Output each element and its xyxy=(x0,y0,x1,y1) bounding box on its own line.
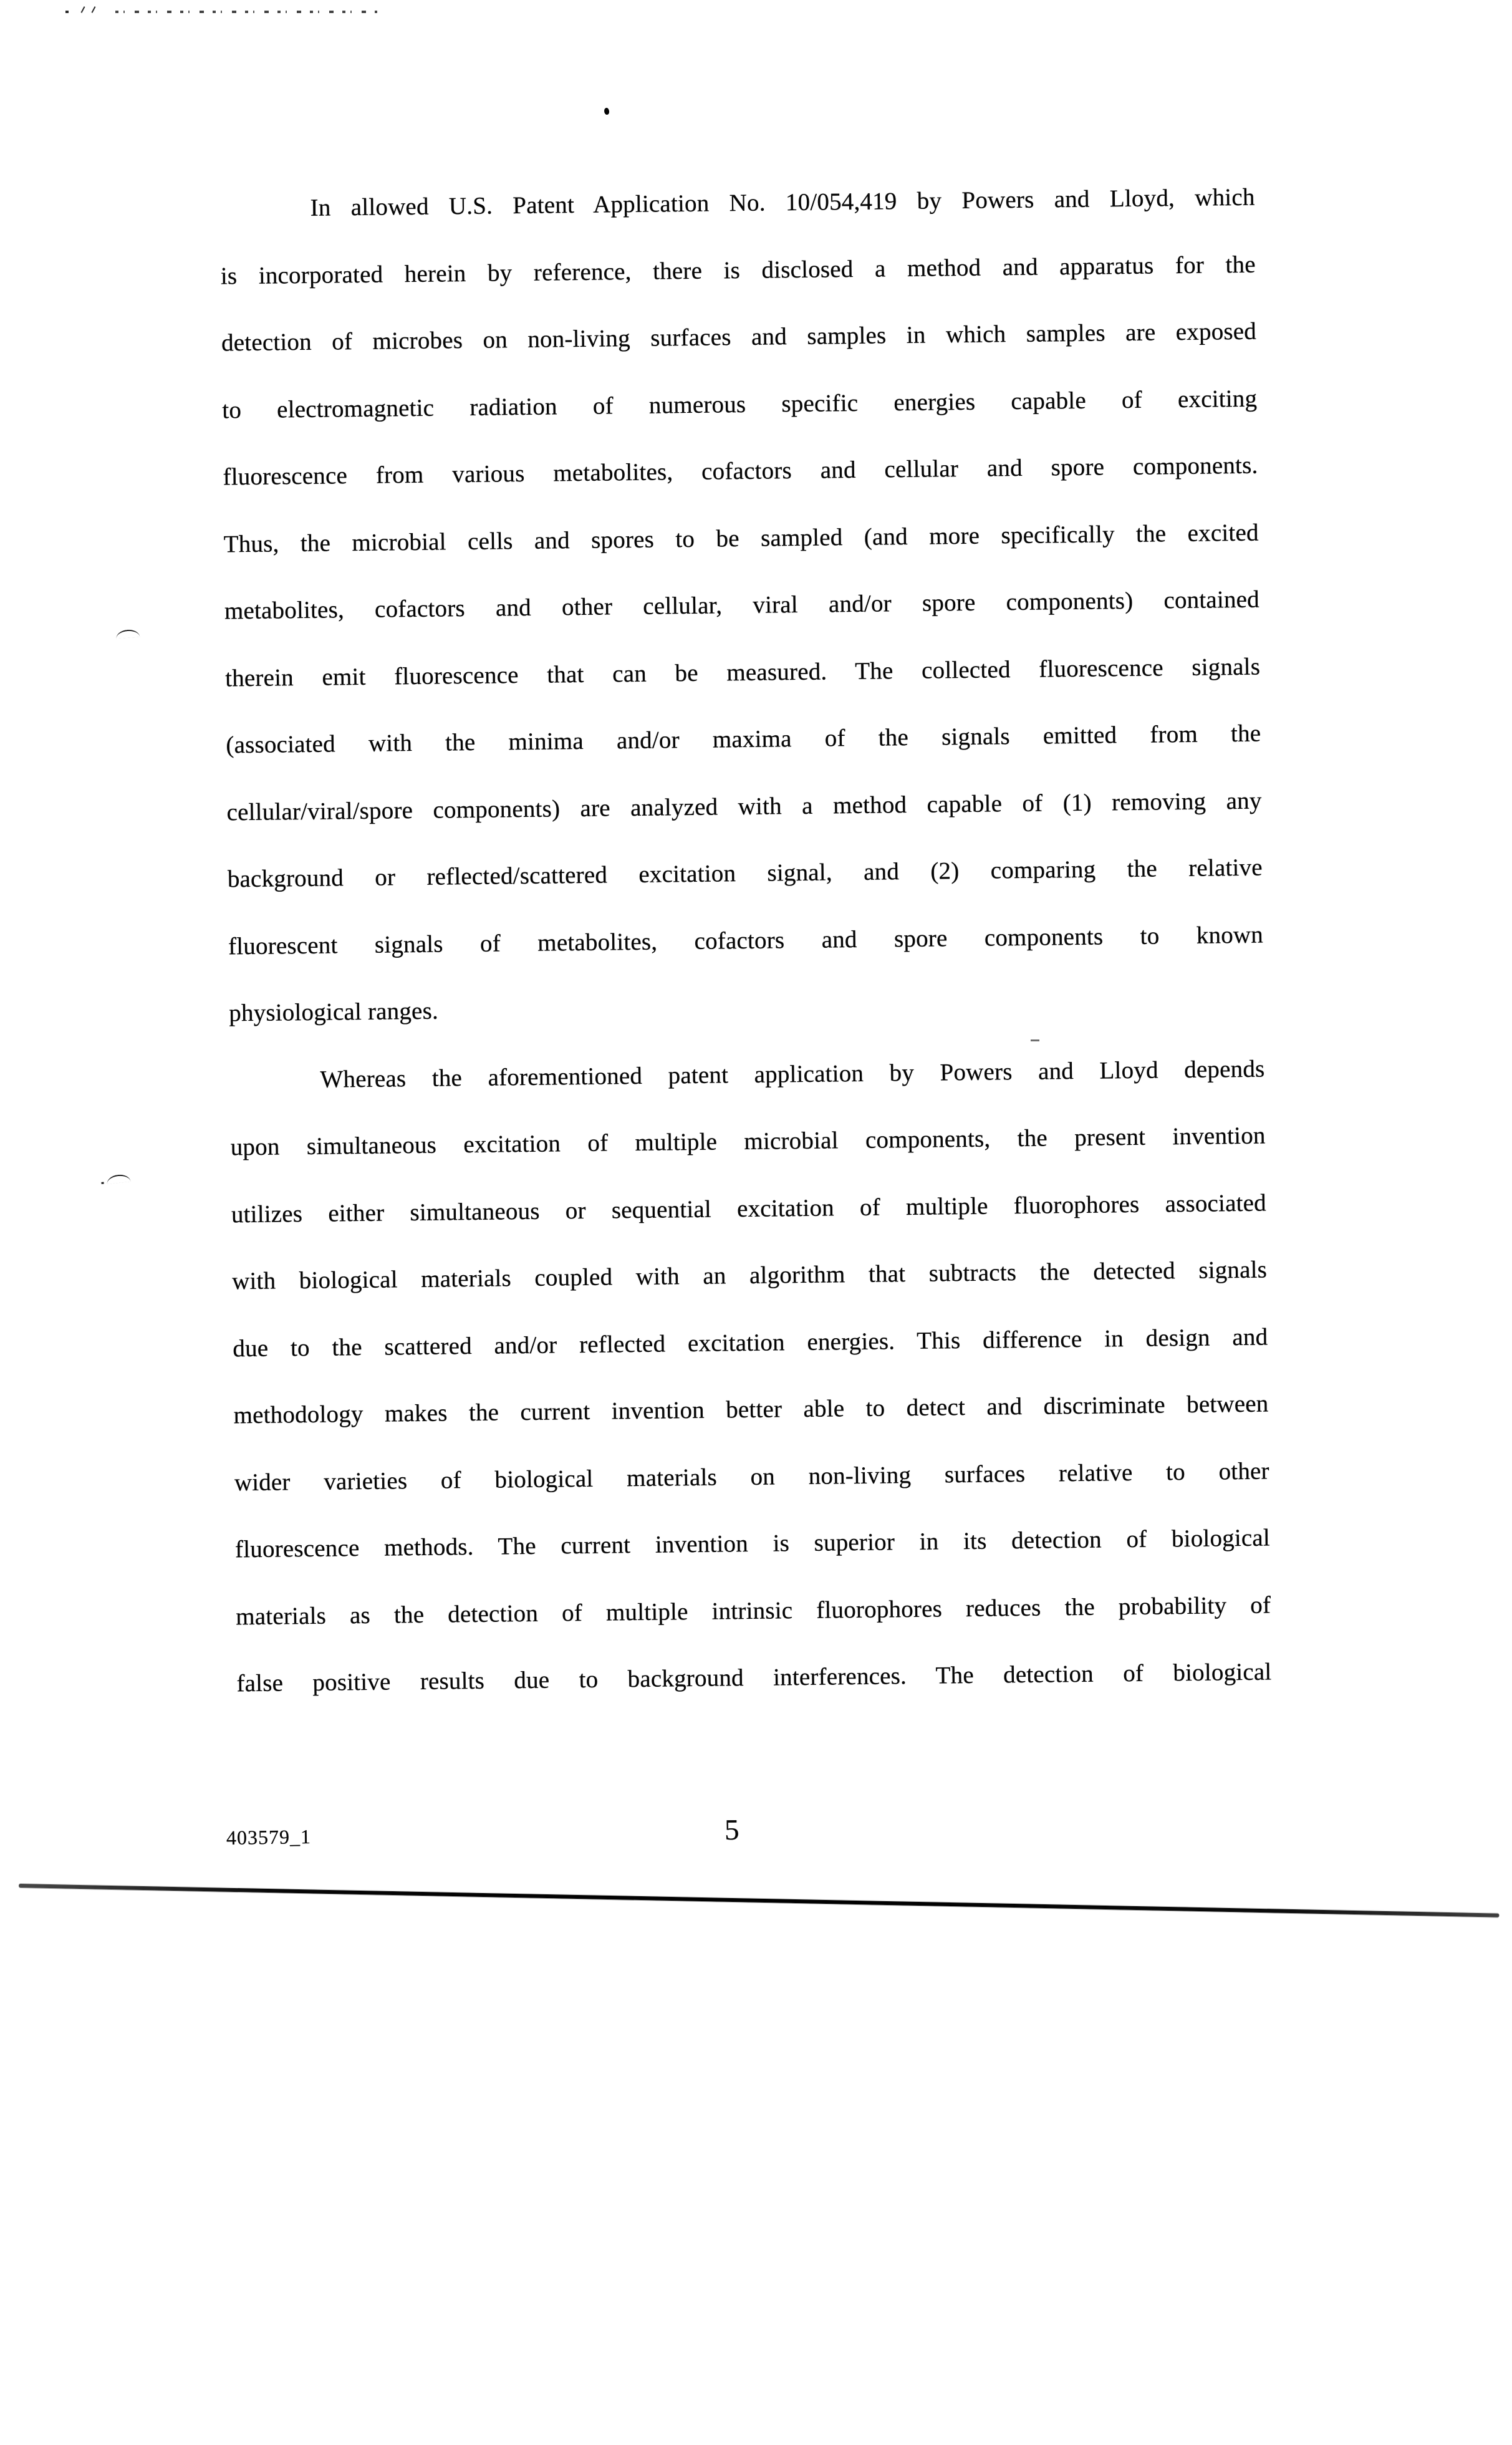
text-line: is incorporated herein by reference, there is disclosed a method and apparatus for the xyxy=(220,251,1256,289)
text-line: In allowed U.S. Patent Application No. 10/054,419 by Powers and Lloyd, which xyxy=(310,183,1255,221)
text-line: due to the scattered and/or reflected excitation energies. This difference in design and xyxy=(233,1323,1268,1362)
text-line: materials as the detection of multiple intrinsic fluorophores reduces the probability of xyxy=(236,1591,1271,1630)
text-line: with biological materials coupled with an algorithm that subtracts the detected signals xyxy=(231,1256,1268,1295)
text-line: fluorescence from various metabolites, cofactors and cellular and spore components. xyxy=(223,451,1258,491)
text-line: detection of microbes on non-living surfaces and samples in which samples are exposed xyxy=(221,317,1257,357)
text-line: Thus, the microbial cells and spores to be sampled (and more specifically the excited xyxy=(223,519,1259,557)
text-line: background or reflected/scattered excitation signal, and (2) comparing the relative xyxy=(227,854,1263,893)
text-line: to electromagnetic radiation of numerous specific energies capable of exciting xyxy=(222,385,1258,423)
body-text-block xyxy=(219,164,1272,1717)
page-number: 5 xyxy=(724,1813,739,1847)
scan-noise-slash xyxy=(81,6,85,13)
pen-arc-mark xyxy=(116,629,140,639)
text-line: (associated with the minima and/or maxima of the signals emitted from the xyxy=(226,720,1261,759)
text-line: Whereas the aforementioned patent application by Powers and Lloyd depends xyxy=(320,1055,1265,1093)
ink-blob-mark xyxy=(603,107,610,115)
text-line: false positive results due to background interferences. The detection of biological xyxy=(236,1658,1272,1697)
text-line: utilizes either simultaneous or sequential excitation of multiple fluorophores associated xyxy=(231,1189,1267,1228)
text-line: fluorescent signals of metabolites, cofactors and spore components to known xyxy=(228,921,1264,960)
diagonal-scan-streak xyxy=(19,1884,1500,1917)
scan-noise-strip xyxy=(115,11,377,13)
text-line: fluorescence methods. The current invention is superior in its detection of biological xyxy=(234,1524,1271,1563)
scan-noise-slash xyxy=(92,6,96,13)
text-line: upon simultaneous excitation of multiple microbial components, the present invention xyxy=(230,1122,1266,1161)
text-line: therein emit fluorescence that can be measured. The collected fluorescence signals xyxy=(224,653,1261,692)
text-line: physiological ranges. xyxy=(229,997,439,1027)
text-line: metabolites, cofactors and other cellular, viral and/or spore components) contained xyxy=(224,586,1260,625)
footer-reference-number: 403579_1 xyxy=(226,1825,312,1849)
text-line: wider varieties of biological materials on non-living surfaces relative to other xyxy=(234,1457,1269,1496)
text-line: methodology makes the current invention better able to detect and discriminate between xyxy=(233,1390,1269,1429)
pen-arc-mark xyxy=(106,1174,130,1184)
scan-noise-speck xyxy=(65,11,69,13)
text-line: cellular/viral/spore components) are analyzed with a method capable of (1) removing any xyxy=(226,787,1262,826)
